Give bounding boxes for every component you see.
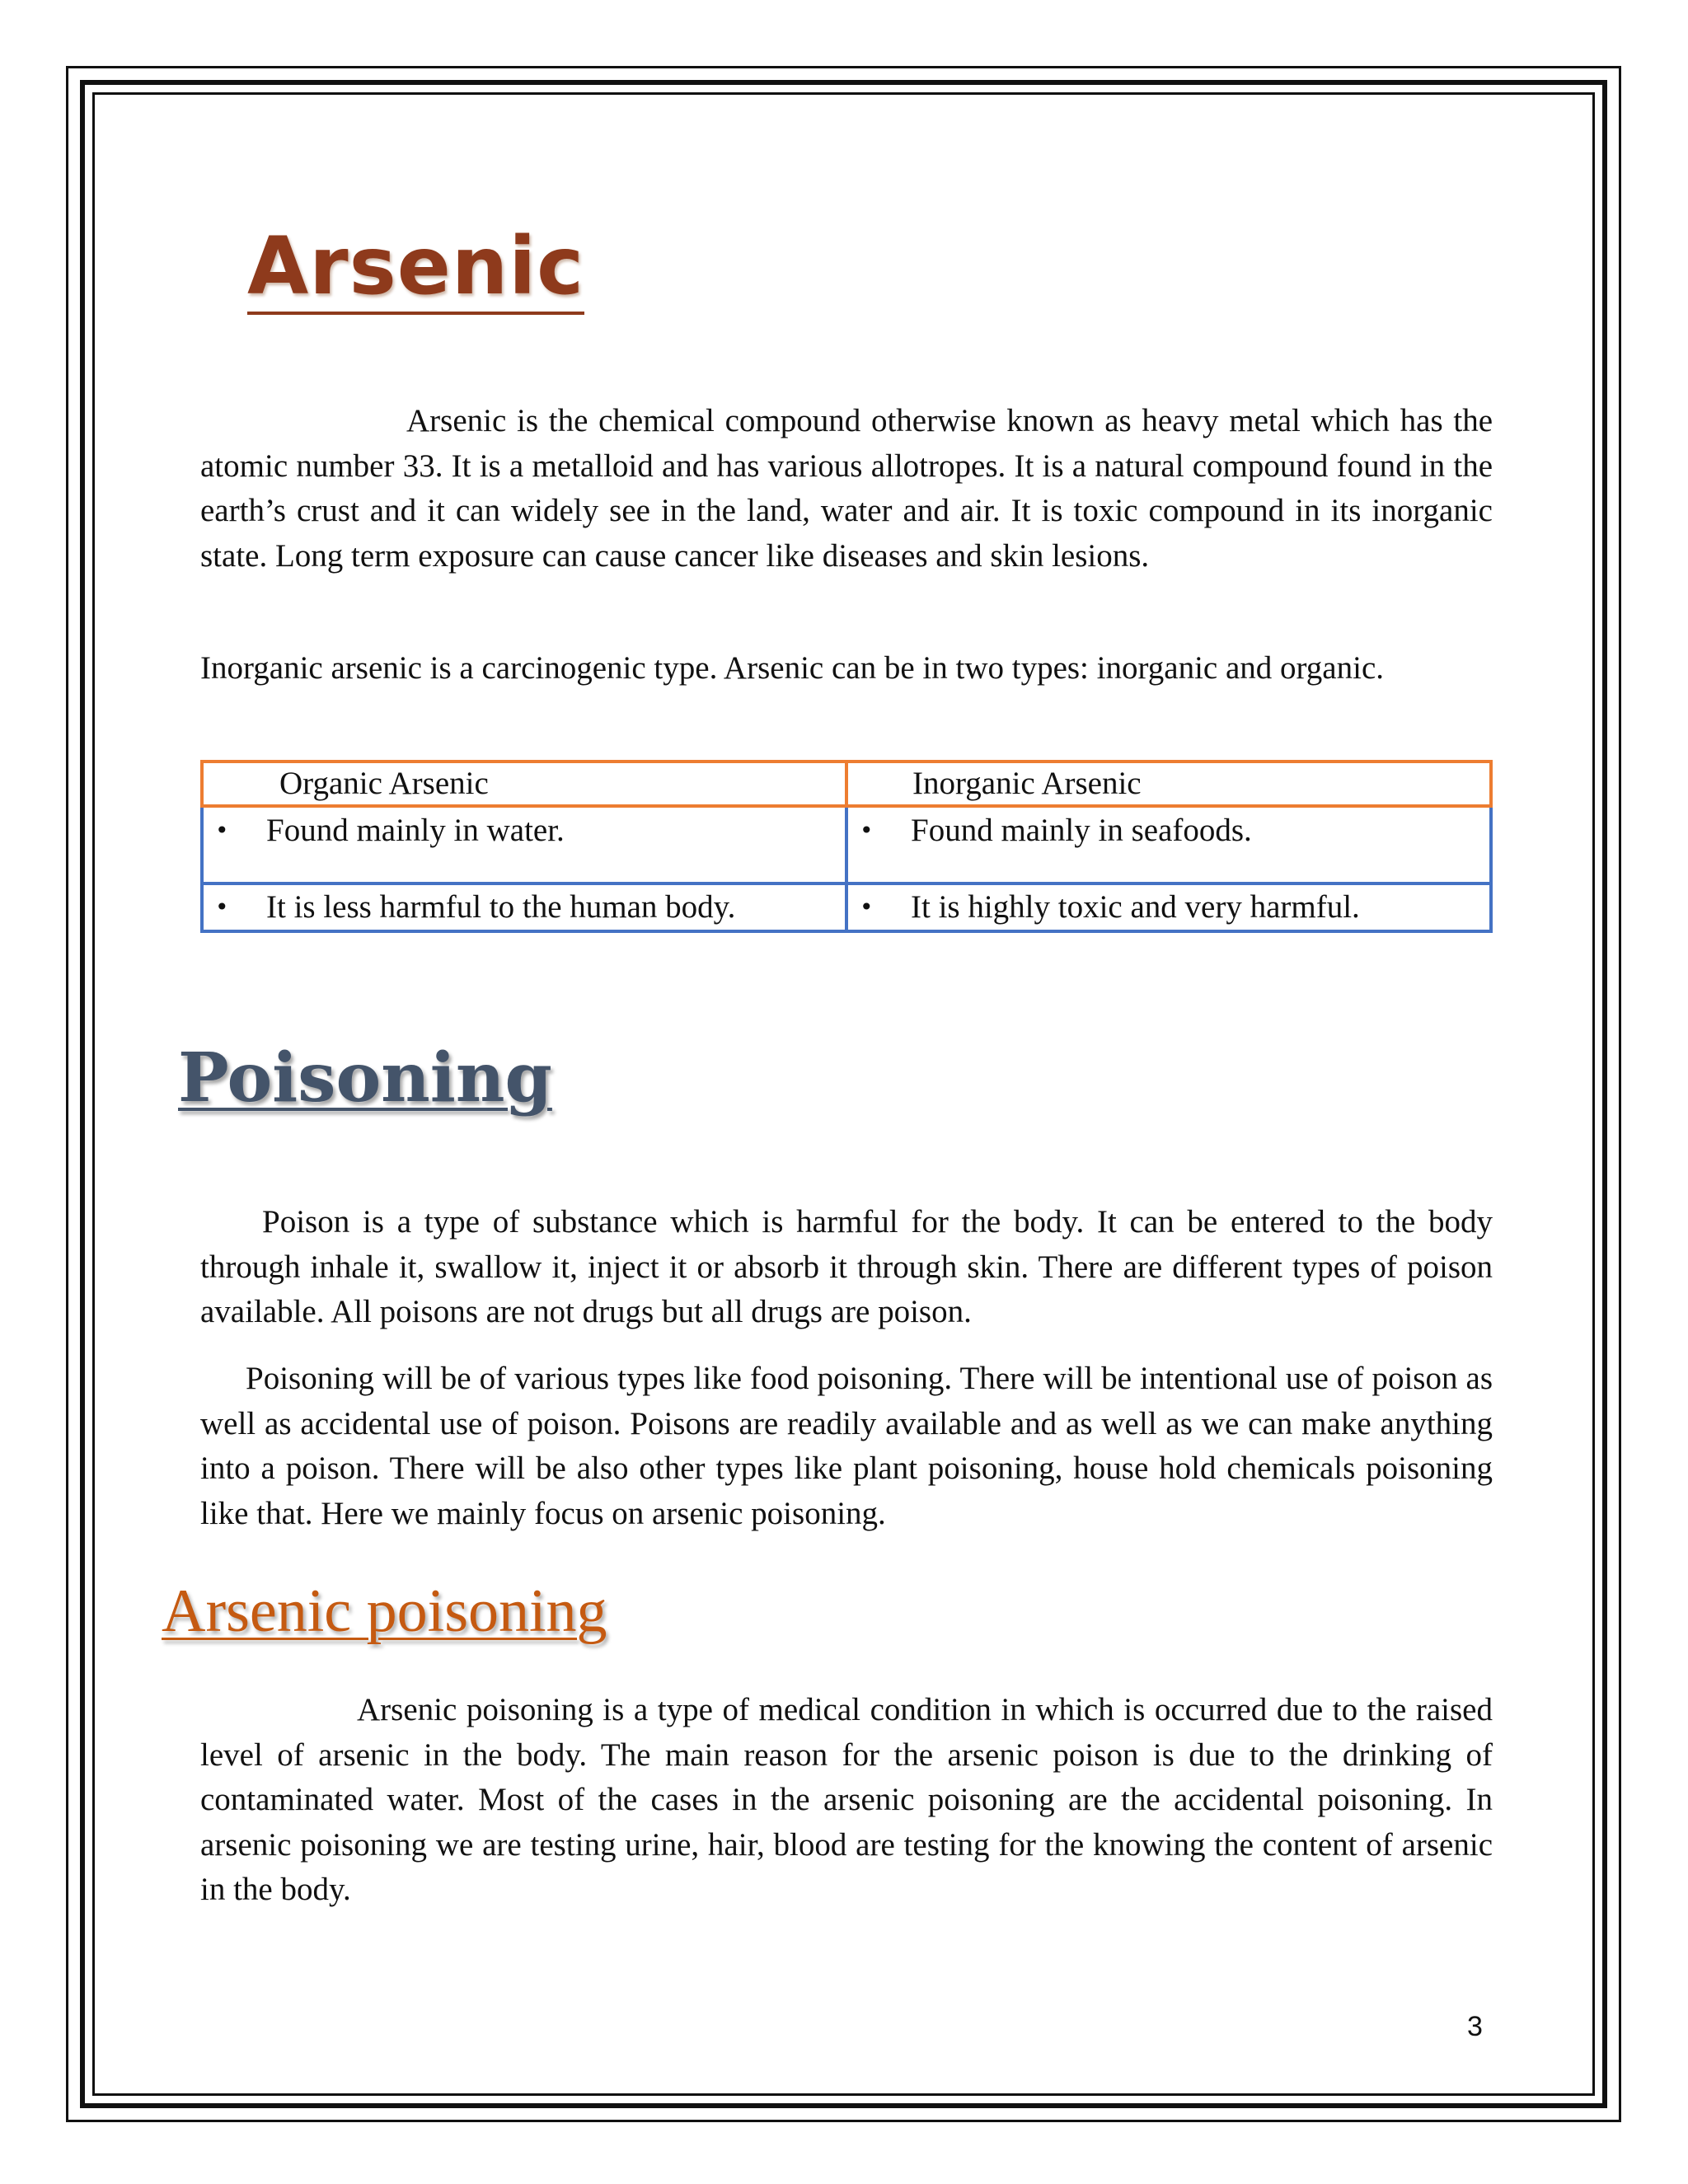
- page-number: 3: [1467, 2011, 1483, 2042]
- table-cell: [202, 883, 846, 931]
- cell-text: It is less harmful to the human body.: [266, 889, 736, 925]
- bullet-icon: •: [860, 893, 874, 921]
- table-cell: [846, 883, 1491, 931]
- table-row: [202, 806, 1491, 883]
- paragraph-poison-types: Poisoning will be of various types like food poisoning. There will be intentional use of poison as well as accidental use of poison. Poisons are readily available and as well as we can make anything into a poison. There will be also other types like plant poisoning, house hold chemicals poisoning like that. Here we mainly focus on arsenic poisoning.: [200, 1361, 1493, 1531]
- cell-text: It is highly toxic and very harmful.: [911, 889, 1360, 925]
- heading-poisoning: Poisoning: [178, 1038, 552, 1118]
- cell-text: Found mainly in water.: [266, 813, 565, 848]
- heading-arsenic: Arsenic: [247, 221, 584, 315]
- paragraph-arsenic-poisoning: Arsenic poisoning is a type of medical condition in which is occurred due to the raised level of arsenic in the body. The main reason for the arsenic poison is due to the drinking of contaminated water. Most of the cases in the arsenic poisoning are the accidental poisoning. In arsenic poisoning we are testing urine, hair, blood are testing for the knowing the content of arsenic in the body.: [200, 1692, 1493, 1907]
- table-header-organic: Organic Arsenic: [202, 762, 846, 806]
- table-row: [202, 883, 1491, 931]
- bullet-icon: •: [215, 817, 229, 844]
- paragraph-poison-definition: Poison is a type of substance which is harmful for the body. It can be entered to the body through inhale it, swallow it, inject it or absorb it through skin. There are different types of poison available. All poisons are not drugs but all drugs are poison.: [200, 1204, 1493, 1329]
- bullet-icon: •: [215, 893, 229, 921]
- cell-text: Found mainly in seafoods.: [911, 813, 1252, 848]
- table-cell: [846, 806, 1491, 883]
- paragraph-types: Inorganic arsenic is a carcinogenic type. Arsenic can be in two types: inorganic and organic.: [200, 650, 1385, 686]
- heading-arsenic-poisoning: Arsenic poisoning: [162, 1577, 607, 1645]
- bullet-icon: •: [860, 817, 874, 844]
- paragraph-intro: Arsenic is the chemical compound otherwise known as heavy metal which has the atomic number 33. It is a metalloid and has various allotropes. It is a natural compound found in the earth’s crust and it can widely see in the land, water and air. It is toxic compound in its inorganic state. Long term exposure can cause cancer like diseases and skin lesions.: [200, 403, 1493, 574]
- table-header-row: [202, 762, 1491, 806]
- table-cell: [202, 806, 846, 883]
- arsenic-types-table: [200, 760, 1493, 933]
- table-header-inorganic: Inorganic Arsenic: [846, 762, 1491, 806]
